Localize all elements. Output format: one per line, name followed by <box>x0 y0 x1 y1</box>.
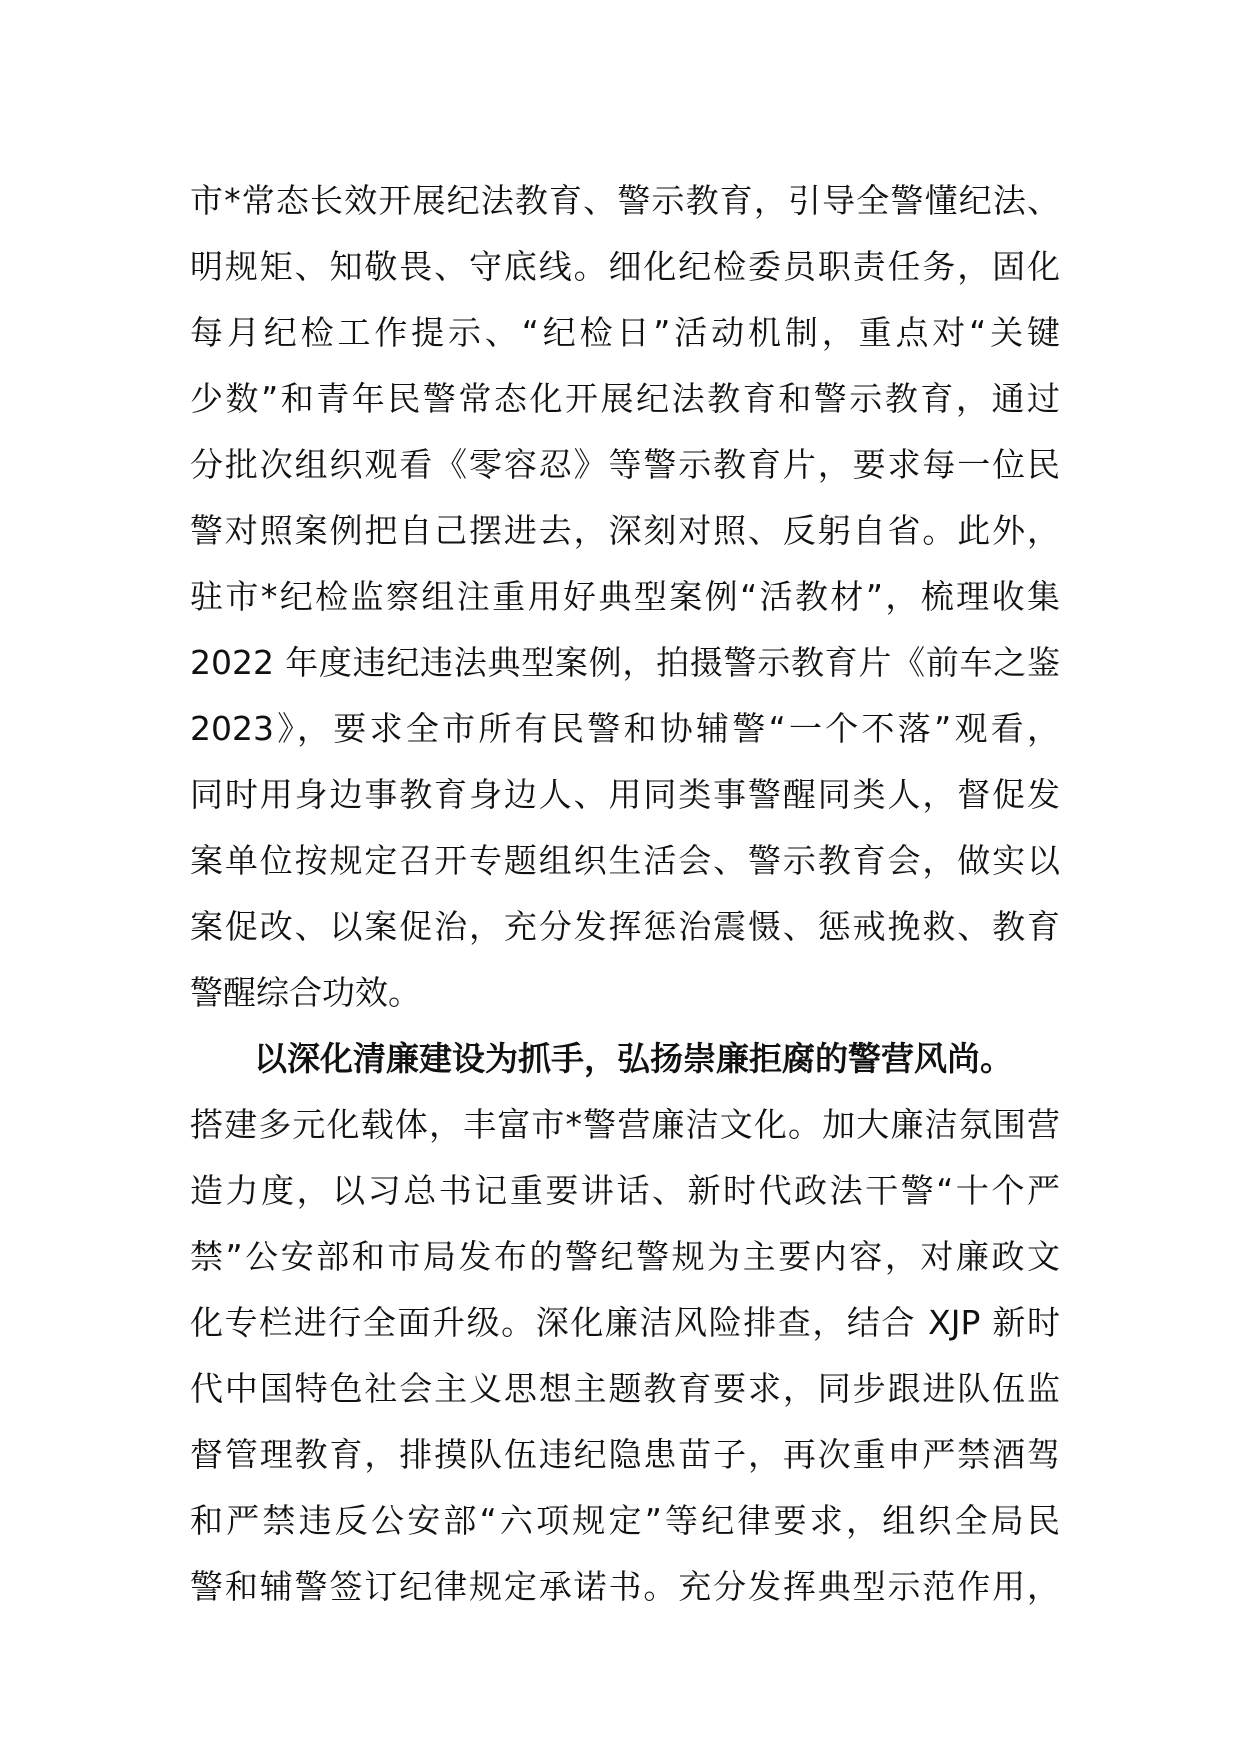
paragraph-line: 驻市*纪检监察组注重用好典型案例“活教材”，梳理收集 <box>190 577 1060 616</box>
paragraph-line: 督管理教育，排摸队伍违纪隐患苗子，再次重申严禁酒驾 <box>190 1435 1060 1474</box>
paragraph-line: 案单位按规定召开专题组织生活会、警示教育会，做实以 <box>190 841 1060 880</box>
paragraph-line: 2022 年度违纪违法典型案例，拍摄警示教育片《前车之鉴 <box>190 643 1060 682</box>
paragraph-line: 化专栏进行全面升级。深化廉洁风险排查，结合 XJP 新时 <box>190 1303 1060 1342</box>
paragraph-line: 少数”和青年民警常态化开展纪法教育和警示教育，通过 <box>190 379 1060 418</box>
paragraph-line: 搭建多元化载体，丰富市*警营廉洁文化。加大廉洁氛围营 <box>190 1105 1060 1144</box>
section-heading-line <box>190 1026 1060 1092</box>
paragraph-line: 2023》，要求全市所有民警和协辅警“一个不落”观看， <box>190 709 1060 748</box>
section-heading: 以深化清廉建设为抓手，弘扬崇廉拒腐的警营风尚。 <box>254 1039 1013 1078</box>
paragraph-line: 同时用身边事教育身边人、用同类事警醒同类人，督促发 <box>190 775 1060 814</box>
paragraph-line: 市*常态长效开展纪法教育、警示教育，引导全警懂纪法、 <box>190 181 1060 220</box>
paragraph-line: 造力度，以习总书记重要讲话、新时代政法干警“十个严 <box>190 1171 1060 1210</box>
paragraph-line: 警对照案例把自己摆进去，深刻对照、反躬自省。此外， <box>190 511 1060 550</box>
paragraph-line: 禁”公安部和市局发布的警纪警规为主要内容，对廉政文 <box>190 1237 1060 1276</box>
paragraph-line: 案促改、以案促治，充分发挥惩治震慑、惩戒挽救、教育 <box>190 907 1060 946</box>
paragraph-line: 警醒综合功效。 <box>190 973 421 1012</box>
document-body <box>190 168 1060 1620</box>
paragraph-line: 代中国特色社会主义思想主题教育要求，同步跟进队伍监 <box>190 1369 1060 1408</box>
paragraph-line: 和严禁违反公安部“六项规定”等纪律要求，组织全局民 <box>190 1501 1060 1540</box>
paragraph-line: 每月纪检工作提示、“纪检日”活动机制，重点对“关键 <box>190 313 1060 352</box>
paragraph-line: 分批次组织观看《零容忍》等警示教育片，要求每一位民 <box>190 445 1060 484</box>
paragraph-line: 警和辅警签订纪律规定承诺书。充分发挥典型示范作用， <box>190 1567 1060 1606</box>
paragraph-line: 明规矩、知敬畏、守底线。细化纪检委员职责任务，固化 <box>190 247 1060 286</box>
